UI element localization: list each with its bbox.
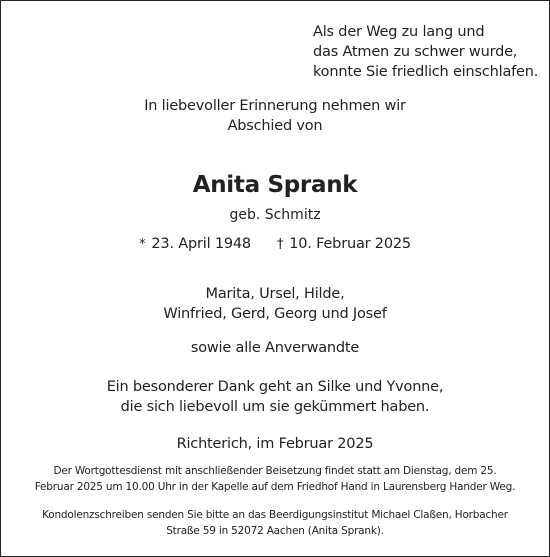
poem-verse — [313, 22, 543, 82]
birth-date: 23. April 1948 — [151, 236, 251, 252]
family-line: Marita, Ursel, Hilde, — [205, 286, 345, 302]
condolence-info — [0, 508, 550, 539]
death-cross-icon: † — [276, 237, 284, 252]
service-info — [0, 464, 550, 495]
birth-star-icon: * — [139, 237, 146, 252]
thanks-line: Ein besonderer Dank geht an Silke und Yvonne, — [106, 379, 444, 395]
relatives-line: sowie alle Anverwandte — [190, 340, 360, 356]
poem-line: Als der Weg zu lang und — [313, 24, 485, 40]
birth-name: geb. Schmitz — [229, 207, 321, 223]
place-date: Richterich, im Februar 2025 — [176, 436, 374, 452]
thanks-line: die sich liebevoll um sie gekümmert haben. — [120, 399, 430, 415]
life-dates — [0, 234, 550, 255]
service-line: Februar 2025 um 10.00 Uhr in der Kapelle auf dem Friedhof Hand in Laurensberg Hander Weg. — [34, 480, 516, 493]
intro-text — [0, 96, 550, 136]
poem-line: konnte Sie friedlich einschlafen. — [313, 64, 539, 80]
thanks-text — [0, 377, 550, 417]
family-names — [0, 284, 550, 324]
intro-line: In liebevoller Erinnerung nehmen wir — [144, 98, 406, 114]
service-line: Der Wortgottesdienst mit anschließender Beisetzung findet statt am Dienstag, dem 25. — [53, 465, 497, 477]
death-date: 10. Februar 2025 — [289, 236, 411, 252]
family-line: Winfried, Gerd, Georg und Josef — [163, 306, 387, 322]
condolence-line: Kondolenzschreiben senden Sie bitte an das Beerdigungsinstitut Michael Claßen, Horbacher — [42, 509, 508, 521]
intro-line: Abschied von — [227, 118, 323, 134]
poem-line: das Atmen zu schwer wurde, — [313, 44, 518, 60]
deceased-name: Anita Sprank — [192, 172, 358, 198]
condolence-line: Straße 59 in 52072 Aachen (Anita Sprank). — [166, 524, 384, 537]
